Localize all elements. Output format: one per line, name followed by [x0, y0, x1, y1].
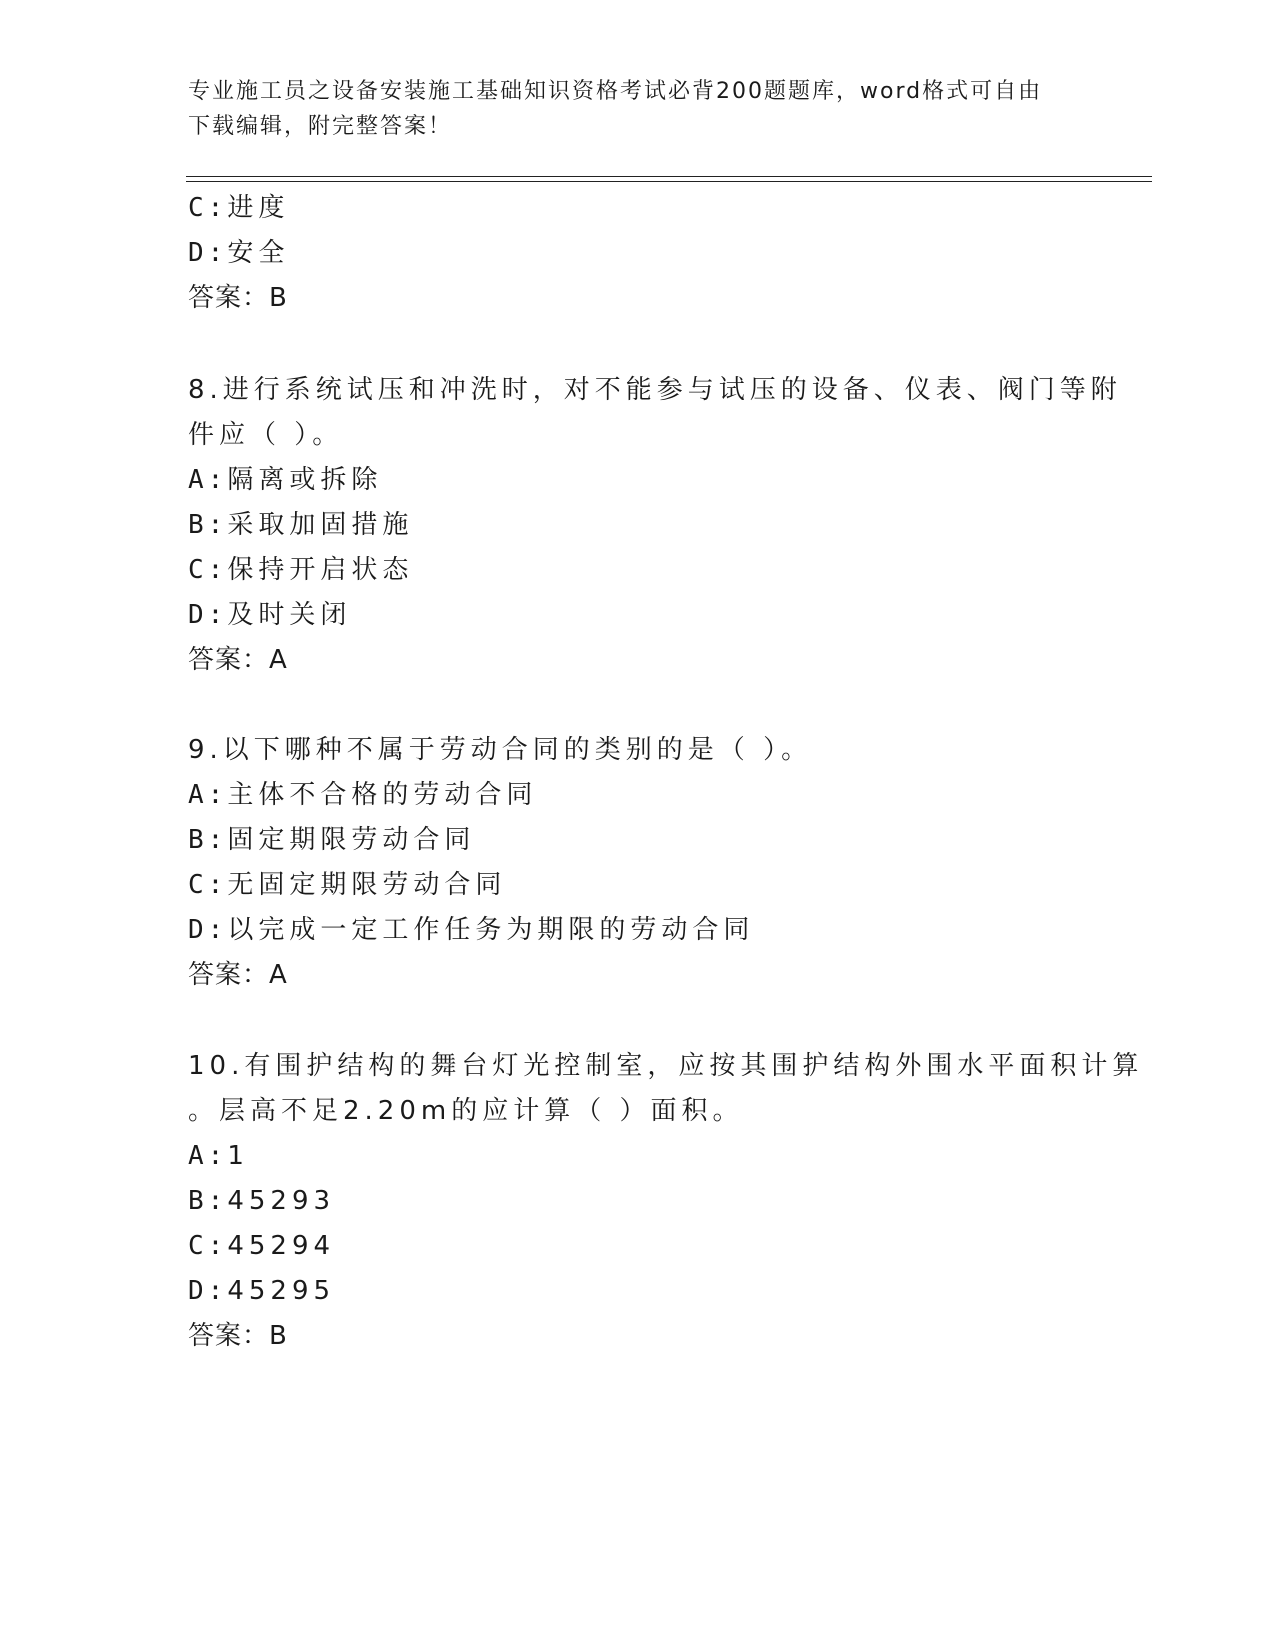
option-text: 1	[227, 1141, 249, 1171]
option-line	[188, 1230, 335, 1262]
option-line	[188, 824, 475, 856]
option-line	[188, 1275, 335, 1307]
option-text: 进度	[227, 193, 290, 223]
option-letter: A:	[188, 780, 228, 810]
option-text: 45294	[227, 1231, 336, 1261]
option-text: 隔离或拆除	[227, 465, 383, 495]
header-title-line-2: 下载编辑，附完整答案！	[188, 114, 453, 139]
option-letter: B:	[188, 1186, 228, 1216]
question-stem-line: 。层高不足2.20m的应计算（ ）面积。	[188, 1096, 744, 1126]
header-divider-top	[186, 176, 1152, 177]
option-letter: A:	[188, 1141, 228, 1171]
option-letter: C:	[188, 193, 228, 223]
question-stem-line: 9.以下哪种不属于劳动合同的类别的是（ ）。	[188, 735, 813, 765]
option-text: 及时关闭	[227, 600, 352, 630]
option-line	[188, 554, 413, 586]
option-letter: D:	[188, 1276, 228, 1306]
option-letter: B:	[188, 825, 228, 855]
option-text: 安全	[227, 238, 290, 268]
option-letter: A:	[188, 465, 228, 495]
option-line	[188, 509, 413, 541]
option-line	[188, 869, 506, 901]
option-text: 采取加固措施	[227, 510, 414, 540]
question-stem-line: 件应（ ）。	[188, 420, 344, 450]
option-text: 固定期限劳动合同	[227, 825, 476, 855]
question-stem-line: 10.有围护结构的舞台灯光控制室，应按其围护结构外围水平面积计算	[188, 1051, 1144, 1081]
option-text: 45293	[227, 1186, 336, 1216]
option-line	[188, 1140, 249, 1172]
option-letter: D:	[188, 238, 228, 268]
header-title-line-1: 专业施工员之设备安装施工基础知识资格考试必背200题题库，word格式可自由	[188, 79, 1043, 104]
option-text: 45295	[227, 1276, 336, 1306]
option-line	[188, 1185, 335, 1217]
option-text: 无固定期限劳动合同	[227, 870, 507, 900]
question-stem-line: 8.进行系统试压和冲洗时，对不能参与试压的设备、仪表、阀门等附	[188, 375, 1122, 405]
document-header	[188, 74, 1088, 144]
option-letter: D:	[188, 915, 228, 945]
option-line	[188, 779, 537, 811]
option-text: 以完成一定工作任务为期限的劳动合同	[227, 915, 755, 945]
option-line	[188, 599, 351, 631]
option-letter: C:	[188, 555, 228, 585]
option-line	[188, 237, 289, 269]
answer-line: 答案：B	[188, 283, 288, 313]
option-letter: C:	[188, 870, 228, 900]
option-text: 主体不合格的劳动合同	[227, 780, 538, 810]
option-line	[188, 464, 382, 496]
answer-line: 答案：A	[188, 960, 288, 990]
answer-line: 答案：A	[188, 645, 288, 675]
option-line	[188, 914, 754, 946]
option-line	[188, 192, 289, 224]
option-text: 保持开启状态	[227, 555, 414, 585]
header-divider-bottom	[186, 181, 1152, 182]
option-letter: B:	[188, 510, 228, 540]
option-letter: D:	[188, 600, 228, 630]
answer-line: 答案：B	[188, 1321, 288, 1351]
option-letter: C:	[188, 1231, 228, 1261]
